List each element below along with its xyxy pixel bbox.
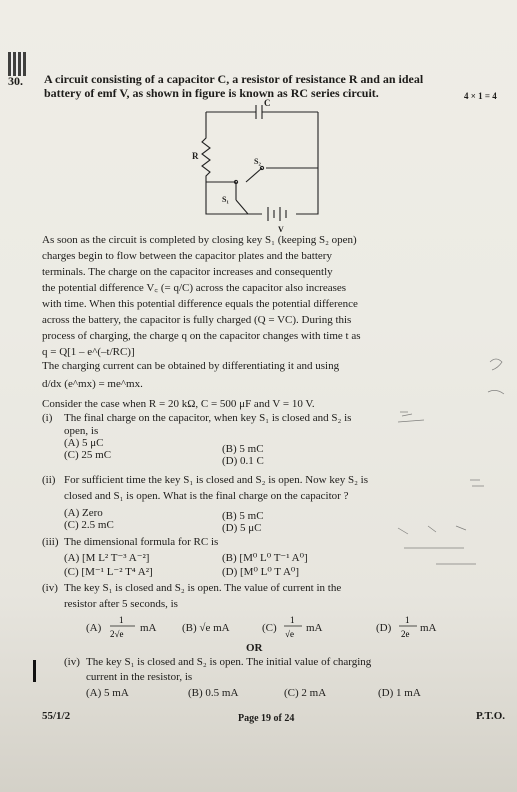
part-iv-text-2: resistor after 5 seconds, is <box>64 598 178 610</box>
part-i-text-1: The final charge on the capacitor, when key S₁ is closed and S₂ is <box>64 412 352 424</box>
part-ii-option-c[interactable]: (C) 2.5 mC <box>64 519 114 531</box>
part-ii-text-1: For sufficient time the key S₁ is closed and S₂ is open. Now key S₂ is <box>64 474 368 486</box>
label-switch-s1: S₁ <box>222 195 229 204</box>
alt-part-iv-option-c[interactable]: (C) 2 mA <box>284 687 327 699</box>
alt-part-iv-label: (iv) <box>64 656 80 668</box>
part-iv-option-c-label[interactable]: (C) <box>262 622 277 634</box>
part-iv-option-a-label[interactable]: (A) <box>86 622 102 634</box>
alt-part-iv-text-1: The key S₁ is closed and S₂ is open. The initial value of charging <box>86 656 372 668</box>
label-battery: V <box>278 225 284 234</box>
alt-part-iv-option-b[interactable]: (B) 0.5 mA <box>188 687 239 699</box>
svg-text:1: 1 <box>405 615 410 625</box>
label-resistor: R <box>192 151 199 161</box>
label-switch-s2: S₂ <box>254 157 261 166</box>
footer-pto: P.T.O. <box>476 710 506 722</box>
part-i-label: (i) <box>42 412 53 424</box>
footer-code: 55/1/2 <box>42 710 71 722</box>
part-iv-option-a-unit: mA <box>140 622 157 634</box>
passage-line-9: The charging current can be obtained by differentiating it and using <box>42 360 340 372</box>
part-iii-option-c[interactable]: (C) [M⁻¹ L⁻² T⁴ A²] <box>64 566 153 578</box>
part-iii-label: (iii) <box>42 536 59 548</box>
intro-line-2: battery of emf V, as shown in figure is known as RC series circuit. <box>44 86 379 100</box>
passage-line-7: process of charging, the charge q on the capacitor changes with time t as <box>42 330 361 342</box>
passage-line-4: the potential difference V꜀ (= q/C) across the capacitor also increases <box>42 282 347 294</box>
alt-part-iv-option-a[interactable]: (A) 5 mA <box>86 687 129 699</box>
question-number: 30. <box>8 74 23 88</box>
part-iv-option-c-unit: mA <box>306 622 323 634</box>
part-iii-text: The dimensional formula for RC is <box>64 536 219 548</box>
passage-line-1: As soon as the circuit is completed by closing key S₁ (keeping S₂ open) <box>42 234 357 246</box>
svg-text:1: 1 <box>119 615 124 625</box>
footer-page: Page 19 of 24 <box>238 713 295 724</box>
part-iv-text-1: The key S₁ is closed and S₂ is open. The value of current in the <box>64 582 342 594</box>
part-ii-option-b[interactable]: (B) 5 mC <box>222 510 264 522</box>
svg-text:1: 1 <box>290 615 295 625</box>
derivative-formula: d/dx (e^mx) = me^mx. <box>42 378 143 390</box>
part-i-option-b[interactable]: (B) 5 mC <box>222 443 264 455</box>
passage-line-5: with time. When this potential difference equals the potential difference <box>42 298 358 310</box>
part-iii-option-d[interactable]: (D) [M⁰ L⁰ T A⁰] <box>222 566 299 578</box>
alt-part-iv-text-2: current in the resistor, is <box>86 671 193 683</box>
part-i-option-a[interactable]: (A) 5 μC <box>64 437 104 449</box>
marks: 4 × 1 = 4 <box>464 91 497 101</box>
part-iv-option-d-unit: mA <box>420 622 437 634</box>
part-ii-label: (ii) <box>42 474 56 486</box>
part-ii-option-d[interactable]: (D) 5 μC <box>222 522 262 534</box>
passage-line-6: across the battery, the capacitor is fully charged (Q = VC). During this <box>42 314 352 326</box>
part-iii-option-a[interactable]: (A) [M L² T⁻³ A⁻²] <box>64 552 150 564</box>
part-i-option-d[interactable]: (D) 0.1 C <box>222 455 264 467</box>
part-iv-option-b[interactable]: (B) √e mA <box>182 622 230 634</box>
part-i-option-c[interactable]: (C) 25 mC <box>64 449 112 461</box>
part-iv-label: (iv) <box>42 582 58 594</box>
part-i-text-2: open, is <box>64 425 99 437</box>
alt-part-iv-option-d[interactable]: (D) 1 mA <box>378 687 421 699</box>
or-separator: OR <box>246 642 263 654</box>
given-values: Consider the case when R = 20 kΩ, C = 500 μF and V = 10 V. <box>42 398 315 410</box>
svg-text:√e: √e <box>285 629 294 639</box>
label-capacitor: C <box>264 98 271 108</box>
intro-line-1: A circuit consisting of a capacitor C, a resistor of resistance R and an ideal <box>44 72 424 86</box>
svg-text:2e: 2e <box>401 629 410 639</box>
part-iii-option-b[interactable]: (B) [M⁰ L⁰ T⁻¹ A⁰] <box>222 552 308 564</box>
part-ii-option-a[interactable]: (A) Zero <box>64 507 103 519</box>
passage-line-2: charges begin to flow between the capacitor plates and the battery <box>42 250 332 262</box>
charge-equation: q = Q[1 – e^(–t/RC)] <box>42 346 135 358</box>
passage-line-3: terminals. The charge on the capacitor increases and consequently <box>42 266 333 278</box>
part-iv-option-d-label[interactable]: (D) <box>376 622 392 634</box>
svg-text:2√e: 2√e <box>110 629 124 639</box>
part-ii-text-2: closed and S₁ is open. What is the final charge on the capacitor ? <box>64 490 349 502</box>
